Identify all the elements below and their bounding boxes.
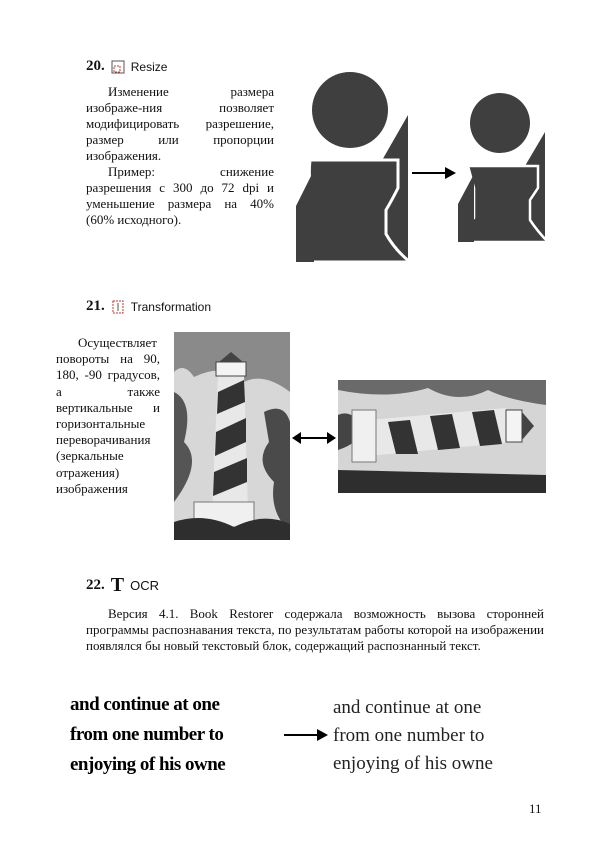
ocr-result-line: from one number to xyxy=(333,725,485,746)
section-20-label: Resize xyxy=(130,59,168,74)
ocr-source-scan xyxy=(70,690,282,780)
section-20-paragraph-2: Пример: снижение разрешения с 300 до 72 dpi и уменьшение размера на 40% (60% исходного). xyxy=(86,164,274,227)
ocr-source-line: enjoying of his owne xyxy=(70,754,226,775)
ocr-source-line: from one number to xyxy=(70,724,224,745)
section-21-text xyxy=(56,335,160,497)
section-20-paragraph-1: Изменение размера изображе-ния позволяет модифицировать разрешение, размер или пропорции изображения. xyxy=(86,84,274,163)
section-22-text xyxy=(86,606,544,654)
transformation-double-arrow xyxy=(290,428,338,448)
section-22-number: 22. xyxy=(86,576,105,593)
section-20-text xyxy=(86,84,274,228)
ocr-result-text xyxy=(333,694,533,778)
section-21-paragraph: Осуществляет повороты на 90, 180, -90 градусов, а также вертикальные и горизонтальные переворачивания (зеркальные отражения) изображения xyxy=(56,335,160,496)
section-22-paragraph: Версия 4.1. Book Restorer содержала возможность вызова сторонней программы распознавания текста, по результатам работы которой на изображении появлялся бы новый текстовый блок, содержащий распознанный текст. xyxy=(86,606,544,653)
large-i-glyph xyxy=(296,72,410,262)
page-number: 11 xyxy=(529,801,542,816)
section-20-number: 20. xyxy=(86,58,105,74)
resize-icon xyxy=(111,60,125,74)
section-21-number: 21. xyxy=(86,298,105,314)
section-22-heading xyxy=(86,576,159,594)
section-22-label: OCR xyxy=(130,577,159,593)
ocr-result-line: enjoying of his owne xyxy=(333,753,493,774)
ocr-source-line: and continue at one xyxy=(70,694,220,715)
text-tool-icon: T xyxy=(110,574,125,596)
resize-figure xyxy=(290,70,560,270)
section-21-heading xyxy=(86,298,211,315)
ocr-result-line: and continue at one xyxy=(333,697,482,718)
ocr-arrow xyxy=(282,726,330,744)
lighthouse-photo-original xyxy=(174,332,290,540)
transformation-icon xyxy=(111,300,125,314)
small-i-glyph xyxy=(458,93,548,242)
section-20-heading xyxy=(86,58,167,75)
lighthouse-photo-rotated xyxy=(338,380,546,493)
section-21-label: Transformation xyxy=(130,299,211,314)
resize-arrow xyxy=(412,167,456,179)
